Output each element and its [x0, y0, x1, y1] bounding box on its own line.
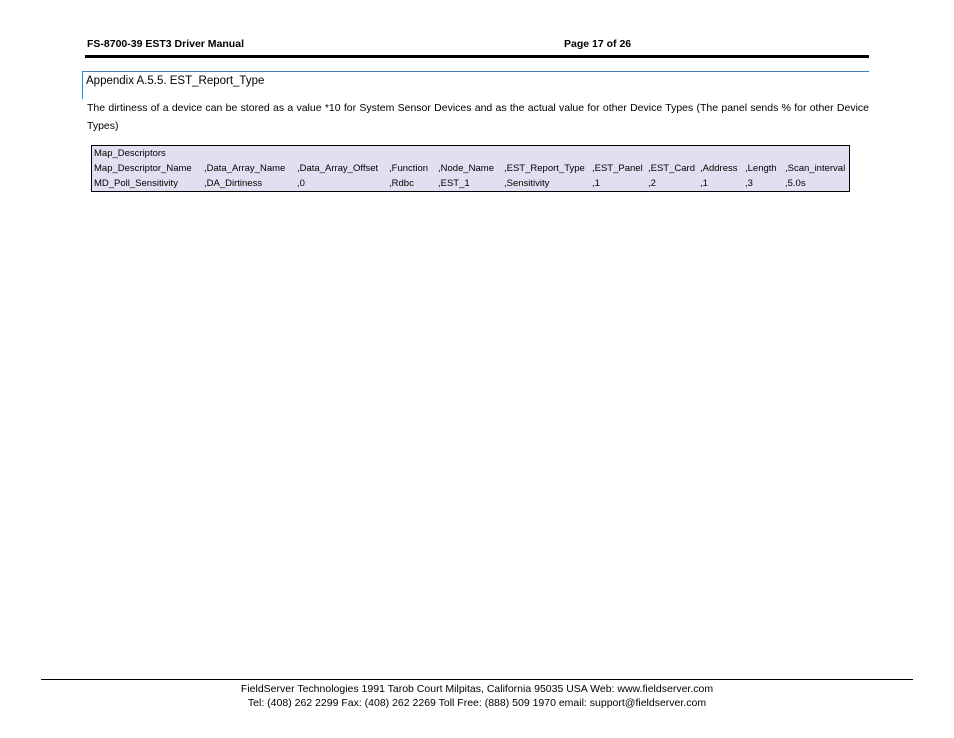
table-cell: ,Sensitivity [504, 178, 550, 189]
table-cell: ,0 [297, 178, 305, 189]
footer-address: FieldServer Technologies 1991 Tarob Court Milpitas, California 95035 USA Web: www.fieldserver.com [240, 683, 714, 695]
table-header-cell: ,Length [745, 163, 777, 174]
table-header-cell: ,Address [700, 163, 738, 174]
table-cell: ,1 [592, 178, 600, 189]
table-header-cell: ,Node_Name [438, 163, 494, 174]
table-header-cell: ,Data_Array_Name [204, 163, 286, 174]
document-title: FS-8700-39 EST3 Driver Manual [87, 38, 244, 50]
table-header-cell: ,EST_Panel [592, 163, 643, 174]
table-header-cell: ,EST_Report_Type [504, 163, 585, 174]
footer-divider [41, 679, 913, 680]
table-cell: ,1 [700, 178, 708, 189]
section-heading: Appendix A.5.5. EST_Report_Type [86, 75, 265, 87]
table-header-cell: Map_Descriptor_Name [94, 163, 192, 174]
section-body-text: The dirtiness of a device can be stored as a value *10 for System Sensor Devices and as the actual value for other Device Types (The panel sends % for other Device Types) [87, 102, 869, 132]
footer-contact: Tel: (408) 262 2299 Fax: (408) 262 2269 Toll Free: (888) 509 1970 email: support@fieldserver.com [247, 697, 707, 709]
section-heading-left-border [82, 71, 83, 99]
table-cell: ,DA_Dirtiness [204, 178, 263, 189]
table-header-cell: ,Data_Array_Offset [297, 163, 379, 174]
table-title: Map_Descriptors [94, 148, 166, 159]
table-cell: ,2 [648, 178, 656, 189]
header-divider [85, 55, 869, 58]
table-cell: ,EST_1 [438, 178, 470, 189]
table-header-cell: ,Scan_interval [785, 163, 846, 174]
section-heading-top-border [82, 71, 869, 72]
table-cell: MD_Poll_Sensitivity [94, 178, 178, 189]
table-header-cell: ,Function [389, 163, 429, 174]
table-cell: ,5.0s [785, 178, 806, 189]
table-cell: ,Rdbc [389, 178, 414, 189]
table-header-cell: ,EST_Card [648, 163, 695, 174]
page-number: Page 17 of 26 [564, 38, 632, 50]
table-cell: ,3 [745, 178, 753, 189]
map-descriptor-config-table [91, 145, 850, 192]
